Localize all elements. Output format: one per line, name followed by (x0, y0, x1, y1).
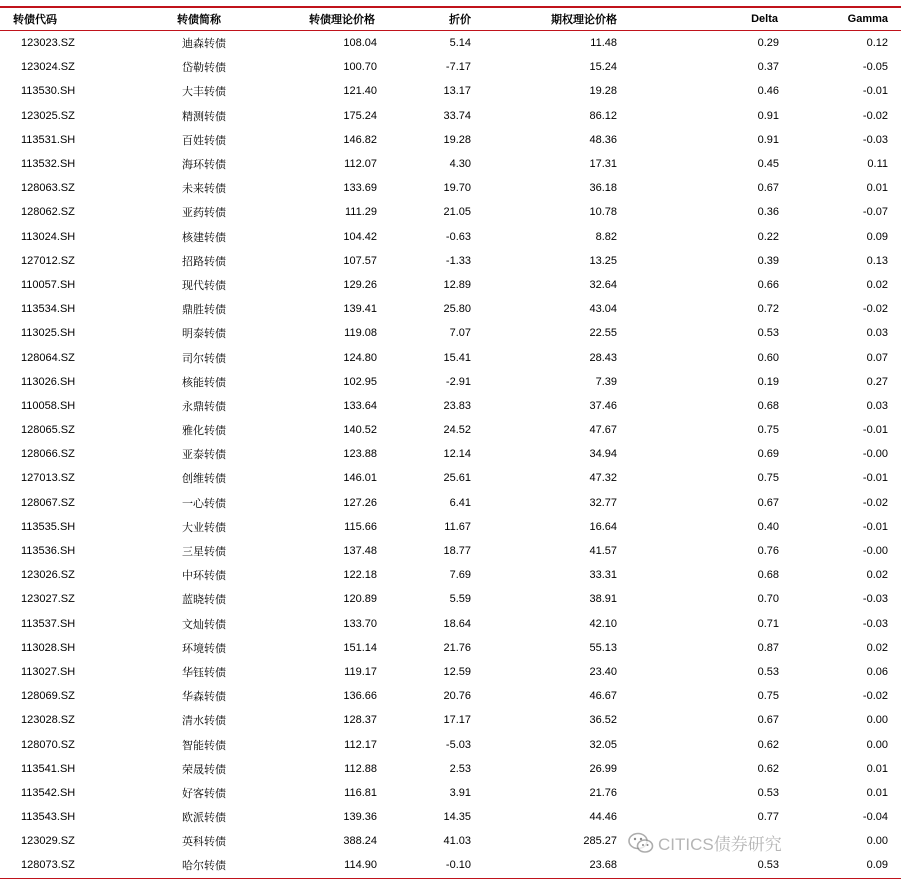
convertible-bond-table (0, 6, 901, 879)
cell-theoretical-price: 108.04 (343, 37, 377, 50)
table-row (0, 491, 901, 515)
cell-delta: 0.62 (757, 738, 779, 751)
cell-gamma: 0.09 (866, 230, 888, 243)
cell-bond-name: 司尔转债 (182, 352, 226, 365)
cell-theoretical-price: 120.89 (343, 593, 377, 606)
cell-theoretical-price: 107.57 (343, 254, 377, 267)
header-discount: 折价 (379, 7, 477, 31)
cell-bond-code: 113024.SH (21, 230, 76, 243)
cell-discount: -2.91 (445, 375, 471, 388)
cell-bond-name: 精测转债 (182, 110, 226, 123)
header-bond-code: 转债代码 (0, 7, 145, 31)
cell-discount: 19.70 (443, 182, 471, 195)
cell-option-price: 32.05 (589, 738, 617, 751)
table-row (0, 297, 901, 321)
cell-bond-code: 113531.SH (21, 133, 76, 146)
cell-theoretical-price: 119.17 (344, 665, 377, 678)
cell-gamma: 0.11 (867, 158, 888, 171)
cell-discount: 12.89 (443, 278, 471, 291)
cell-delta: 0.67 (757, 182, 779, 195)
cell-bond-code: 123024.SZ (21, 61, 75, 74)
cell-gamma: 0.13 (866, 254, 888, 267)
cell-bond-name: 英科转债 (182, 836, 226, 849)
cell-bond-code: 113026.SH (21, 375, 76, 388)
table-row (0, 249, 901, 273)
cell-gamma: 0.00 (866, 738, 888, 751)
cell-bond-name: 亚泰转债 (182, 449, 226, 462)
cell-option-price: 15.24 (589, 61, 617, 74)
cell-bond-code: 123029.SZ (21, 835, 75, 848)
table-row (0, 757, 901, 781)
cell-bond-code: 128070.SZ (21, 738, 75, 751)
cell-theoretical-price: 127.26 (343, 496, 377, 509)
cell-discount: 15.41 (443, 351, 471, 364)
table-row (0, 563, 901, 587)
table-row (0, 684, 901, 708)
cell-bond-name: 鼎胜转债 (182, 304, 226, 317)
cell-bond-name: 一心转债 (182, 497, 226, 510)
table-row (0, 79, 901, 103)
cell-gamma: -0.00 (862, 448, 888, 461)
cell-delta: 0.62 (757, 762, 779, 775)
cell-bond-name: 现代转债 (182, 279, 226, 292)
header-bond-name: 转债简称 (145, 7, 272, 31)
cell-discount: 13.17 (443, 85, 471, 98)
cell-gamma: -0.00 (862, 545, 888, 558)
cell-theoretical-price: 133.64 (343, 399, 377, 412)
cell-bond-code: 128069.SZ (21, 690, 75, 703)
cell-bond-code: 123026.SZ (21, 569, 75, 582)
cell-discount: 24.52 (443, 424, 471, 437)
table-row (0, 176, 901, 200)
cell-bond-code: 127012.SZ (21, 254, 75, 267)
cell-discount: 25.80 (443, 303, 471, 316)
cell-theoretical-price: 136.66 (343, 690, 377, 703)
cell-option-price: 17.31 (589, 158, 617, 171)
cell-bond-name: 未来转债 (182, 183, 226, 196)
table-row (0, 612, 901, 636)
table-row (0, 55, 901, 79)
cell-delta: 0.29 (757, 37, 779, 50)
cell-delta: 0.40 (757, 520, 779, 533)
cell-discount: 7.07 (449, 327, 471, 340)
cell-option-price: 285.27 (583, 835, 617, 848)
cell-bond-code: 128063.SZ (21, 182, 75, 195)
cell-discount: 2.53 (449, 762, 471, 775)
cell-option-price: 22.55 (589, 327, 617, 340)
table-row (0, 466, 901, 490)
table-row (0, 636, 901, 660)
cell-delta: 0.91 (757, 133, 779, 146)
cell-theoretical-price: 102.95 (343, 375, 377, 388)
cell-option-price: 7.39 (595, 375, 617, 388)
cell-gamma: 0.03 (866, 327, 888, 340)
cell-discount: -5.03 (445, 738, 471, 751)
cell-theoretical-price: 122.18 (343, 569, 377, 582)
cell-delta: 0.75 (757, 472, 779, 485)
cell-discount: 21.76 (443, 641, 471, 654)
cell-bond-code: 123025.SZ (21, 109, 75, 122)
cell-bond-code: 113534.SH (21, 303, 76, 316)
cell-option-price: 86.12 (589, 109, 617, 122)
cell-option-price: 47.67 (589, 424, 617, 437)
cell-option-price: 42.10 (589, 617, 617, 630)
cell-gamma: -0.02 (862, 690, 888, 703)
cell-gamma: 0.02 (866, 569, 888, 582)
cell-bond-name: 环境转债 (182, 642, 226, 655)
cell-theoretical-price: 129.26 (343, 278, 377, 291)
cell-bond-name: 文灿转债 (182, 618, 226, 631)
cell-delta: 0.68 (757, 569, 779, 582)
cell-gamma: -0.02 (862, 109, 888, 122)
cell-theoretical-price: 146.01 (343, 472, 377, 485)
cell-bond-name: 亚药转债 (182, 207, 226, 220)
cell-delta: 0.60 (757, 351, 779, 364)
cell-bond-name: 核建转债 (182, 231, 226, 244)
table-row (0, 345, 901, 369)
cell-delta: 0.87 (757, 641, 779, 654)
cell-bond-code: 113028.SH (21, 641, 76, 654)
cell-discount: 12.14 (443, 448, 471, 461)
cell-gamma: -0.03 (862, 617, 888, 630)
cell-option-price: 34.94 (589, 448, 617, 461)
cell-option-price: 23.40 (589, 665, 617, 678)
cell-gamma: -0.03 (862, 133, 888, 146)
table-row (0, 273, 901, 297)
cell-bond-name: 三星转债 (182, 546, 226, 559)
cell-theoretical-price: 140.52 (343, 424, 377, 437)
header-option-price: 期权理论价格 (477, 7, 619, 31)
cell-bond-code: 113537.SH (21, 617, 76, 630)
table-row (0, 829, 901, 853)
cell-bond-name: 华钰转债 (182, 666, 226, 679)
cell-delta: 0.46 (757, 85, 779, 98)
table-row (0, 31, 901, 56)
header-gamma: Gamma (784, 7, 901, 31)
cell-bond-name: 迪森转债 (182, 38, 226, 51)
cell-bond-code: 127013.SZ (21, 472, 75, 485)
cell-option-price: 43.04 (589, 303, 617, 316)
cell-bond-code: 113532.SH (21, 158, 76, 171)
cell-bond-name: 岱勒转债 (182, 62, 226, 75)
cell-discount: 3.91 (449, 786, 471, 799)
table-row (0, 128, 901, 152)
cell-discount: 21.05 (443, 206, 471, 219)
cell-option-price: 11.48 (590, 37, 617, 50)
cell-bond-code: 128064.SZ (21, 351, 75, 364)
cell-option-price: 41.57 (589, 545, 617, 558)
table-row (0, 418, 901, 442)
cell-theoretical-price: 116.81 (344, 786, 377, 799)
cell-bond-code: 128066.SZ (21, 448, 75, 461)
cell-gamma: 0.00 (866, 714, 888, 727)
cell-option-price: 32.77 (589, 496, 617, 509)
cell-bond-code: 128062.SZ (21, 206, 75, 219)
cell-gamma: -0.01 (862, 520, 888, 533)
cell-delta: 0.77 (757, 811, 779, 824)
cell-option-price: 47.32 (589, 472, 617, 485)
cell-discount: 23.83 (443, 399, 471, 412)
table-row (0, 200, 901, 224)
cell-delta: 0.72 (757, 303, 779, 316)
cell-bond-name: 大业转债 (182, 521, 226, 534)
cell-discount: 18.64 (443, 617, 471, 630)
cell-bond-name: 清水转债 (182, 715, 226, 728)
cell-delta (619, 829, 784, 853)
cell-bond-name: 百姓转债 (182, 134, 226, 147)
cell-option-price: 13.25 (589, 254, 617, 267)
cell-discount: -0.10 (379, 853, 477, 878)
cell-theoretical-price: 124.80 (343, 351, 377, 364)
cell-delta: 0.67 (757, 496, 779, 509)
cell-discount: 11.67 (444, 520, 471, 533)
cell-bond-code: 123027.SZ (21, 593, 75, 606)
cell-theoretical-price: 114.90 (272, 853, 379, 878)
cell-theoretical-price: 112.17 (344, 738, 377, 751)
cell-delta: 0.75 (757, 690, 779, 703)
cell-delta: 0.53 (757, 665, 779, 678)
cell-bond-name: 大丰转债 (182, 86, 226, 99)
cell-option-price: 19.28 (589, 85, 617, 98)
cell-discount: 6.41 (449, 496, 471, 509)
cell-delta: 0.76 (757, 545, 779, 558)
cell-discount: 5.59 (449, 593, 471, 606)
cell-option-price: 32.64 (589, 278, 617, 291)
cell-bond-code: 113536.SH (21, 545, 76, 558)
cell-option-price: 55.13 (589, 641, 617, 654)
cell-bond-name: 中环转债 (182, 570, 226, 583)
cell-discount: 17.17 (443, 714, 471, 727)
cell-gamma: 0.12 (866, 37, 888, 50)
cell-gamma: 0.07 (866, 351, 888, 364)
cell-discount: 33.74 (443, 109, 471, 122)
cell-delta: 0.22 (757, 230, 779, 243)
cell-gamma: 0.01 (866, 786, 888, 799)
cell-theoretical-price: 175.24 (343, 109, 377, 122)
cell-option-price: 36.18 (589, 182, 617, 195)
cell-gamma: 0.06 (866, 665, 888, 678)
cell-option-price: 38.91 (589, 593, 617, 606)
table-row (0, 587, 901, 611)
cell-delta: 0.36 (757, 206, 779, 219)
table-row (0, 321, 901, 345)
table-row (0, 732, 901, 756)
cell-theoretical-price: 115.66 (344, 520, 377, 533)
cell-option-price: 26.99 (589, 762, 617, 775)
table-row (0, 853, 901, 878)
cell-delta: 0.45 (757, 158, 779, 171)
cell-theoretical-price: 146.82 (343, 133, 377, 146)
cell-discount: 41.03 (443, 835, 471, 848)
cell-discount: -7.17 (445, 61, 471, 74)
cell-option-price: 46.67 (589, 690, 617, 703)
cell-bond-name: 欧派转债 (182, 812, 226, 825)
cell-bond-name: 创维转债 (182, 473, 226, 486)
cell-delta: 0.91 (757, 109, 779, 122)
cell-bond-code: 123023.SZ (21, 37, 75, 50)
cell-theoretical-price: 133.70 (343, 617, 377, 630)
cell-bond-name: 核能转债 (182, 376, 226, 389)
header-delta: Delta (619, 7, 784, 31)
cell-bond-name: 明泰转债 (182, 328, 226, 341)
cell-delta: 0.53 (757, 786, 779, 799)
table-row (0, 515, 901, 539)
cell-theoretical-price: 121.40 (343, 85, 377, 98)
cell-delta: 0.67 (757, 714, 779, 727)
cell-discount: 19.28 (443, 133, 471, 146)
cell-discount: -1.33 (445, 254, 471, 267)
cell-theoretical-price: 119.08 (344, 327, 377, 340)
cell-gamma: 0.27 (866, 375, 888, 388)
bond-table-container (0, 6, 888, 879)
cell-delta: 0.53 (619, 853, 784, 878)
cell-bond-name: 海环转债 (182, 159, 226, 172)
cell-option-price: 36.52 (589, 714, 617, 727)
cell-bond-name: 华森转债 (182, 691, 226, 704)
cell-theoretical-price: 104.42 (343, 230, 377, 243)
cell-delta: 0.39 (757, 254, 779, 267)
cell-bond-code: 113027.SH (21, 665, 76, 678)
cell-bond-code: 123028.SZ (21, 714, 75, 727)
cell-option-price: 10.78 (589, 206, 617, 219)
cell-option-price: 28.43 (589, 351, 617, 364)
cell-delta: 0.68 (757, 399, 779, 412)
cell-theoretical-price: 133.69 (343, 182, 377, 195)
cell-gamma: -0.01 (862, 85, 888, 98)
cell-gamma: 0.02 (866, 641, 888, 654)
cell-gamma: -0.07 (862, 206, 888, 219)
cell-theoretical-price: 139.41 (343, 303, 377, 316)
cell-gamma: -0.01 (862, 424, 888, 437)
cell-bond-code: 113025.SH (21, 327, 76, 340)
cell-delta: 0.37 (757, 61, 779, 74)
cell-discount: 20.76 (443, 690, 471, 703)
watermark-text: CITICS债券研究 (658, 835, 782, 854)
cell-discount: 4.30 (449, 158, 471, 171)
cell-delta: 0.71 (757, 617, 779, 630)
cell-gamma: -0.02 (862, 496, 888, 509)
cell-discount: 12.59 (443, 665, 471, 678)
cell-bond-name: 好客转债 (182, 787, 226, 800)
table-row (0, 370, 901, 394)
cell-discount: 25.61 (443, 472, 471, 485)
cell-theoretical-price: 139.36 (343, 811, 377, 824)
table-row (0, 225, 901, 249)
cell-bond-code: 128065.SZ (21, 424, 75, 437)
cell-option-price: 37.46 (589, 399, 617, 412)
cell-theoretical-price: 123.88 (343, 448, 377, 461)
cell-option-price: 44.46 (589, 811, 617, 824)
cell-delta: 0.75 (757, 424, 779, 437)
cell-bond-code: 113535.SH (21, 520, 76, 533)
cell-gamma: -0.05 (862, 61, 888, 74)
table-row (0, 104, 901, 128)
cell-delta: 0.19 (757, 375, 779, 388)
table-row (0, 805, 901, 829)
cell-theoretical-price: 128.37 (343, 714, 377, 727)
cell-discount: 5.14 (449, 37, 471, 50)
cell-theoretical-price: 112.88 (344, 762, 377, 775)
table-row (0, 539, 901, 563)
cell-gamma: 0.01 (866, 182, 888, 195)
cell-gamma: 0.03 (866, 399, 888, 412)
cell-delta: 0.70 (757, 593, 779, 606)
table-row (0, 394, 901, 418)
cell-bond-code: 110058.SH (21, 399, 76, 412)
cell-bond-code: 113541.SH (21, 762, 76, 775)
table-row (0, 442, 901, 466)
cell-bond-code: 113543.SH (21, 811, 76, 824)
cell-gamma: 0.01 (866, 762, 888, 775)
header-theoretical-price: 转债理论价格 (272, 7, 379, 31)
cell-gamma: 0.00 (866, 835, 888, 848)
cell-theoretical-price: 112.07 (344, 158, 377, 171)
table-row (0, 781, 901, 805)
cell-bond-name: 雅化转债 (182, 425, 226, 438)
cell-gamma: -0.04 (862, 811, 888, 824)
table-row (0, 708, 901, 732)
cell-discount: -0.63 (445, 230, 471, 243)
cell-bond-code: 128067.SZ (21, 496, 75, 509)
cell-option-price: 16.64 (589, 520, 617, 533)
cell-gamma: -0.02 (862, 303, 888, 316)
cell-discount: 18.77 (443, 545, 471, 558)
cell-gamma: -0.01 (862, 472, 888, 485)
cell-option-price: 21.76 (589, 786, 617, 799)
table-row (0, 152, 901, 176)
cell-option-price: 23.68 (477, 853, 619, 878)
cell-theoretical-price: 151.14 (343, 641, 377, 654)
cell-bond-name: 蓝晓转债 (182, 594, 226, 607)
cell-bond-name: 智能转债 (182, 739, 226, 752)
cell-gamma: -0.03 (862, 593, 888, 606)
table-header-row (0, 7, 901, 31)
cell-gamma: 0.02 (866, 278, 888, 291)
cell-theoretical-price: 388.24 (343, 835, 377, 848)
cell-bond-name: 永鼎转债 (182, 400, 226, 413)
cell-option-price: 8.82 (595, 230, 617, 243)
cell-option-price: 33.31 (589, 569, 617, 582)
cell-bond-code: 128073.SZ (0, 853, 145, 878)
cell-bond-name: 荣晟转债 (182, 763, 226, 776)
cell-theoretical-price: 137.48 (343, 545, 377, 558)
cell-theoretical-price: 100.70 (343, 61, 377, 74)
cell-theoretical-price: 111.29 (344, 206, 377, 219)
cell-discount: 14.35 (443, 811, 471, 824)
cell-option-price: 48.36 (589, 133, 617, 146)
table-row (0, 660, 901, 684)
cell-delta: 0.66 (757, 278, 779, 291)
cell-bond-code: 113530.SH (21, 85, 76, 98)
table-body (0, 31, 901, 879)
cell-discount: 7.69 (449, 569, 471, 582)
cell-gamma: 0.09 (784, 853, 901, 878)
cell-bond-code: 110057.SH (21, 278, 76, 291)
cell-bond-code: 113542.SH (21, 786, 76, 799)
cell-delta: 0.69 (757, 448, 779, 461)
cell-bond-name: 哈尔转债 (145, 853, 272, 878)
cell-delta: 0.53 (757, 327, 779, 340)
cell-bond-name: 招路转债 (182, 255, 226, 268)
